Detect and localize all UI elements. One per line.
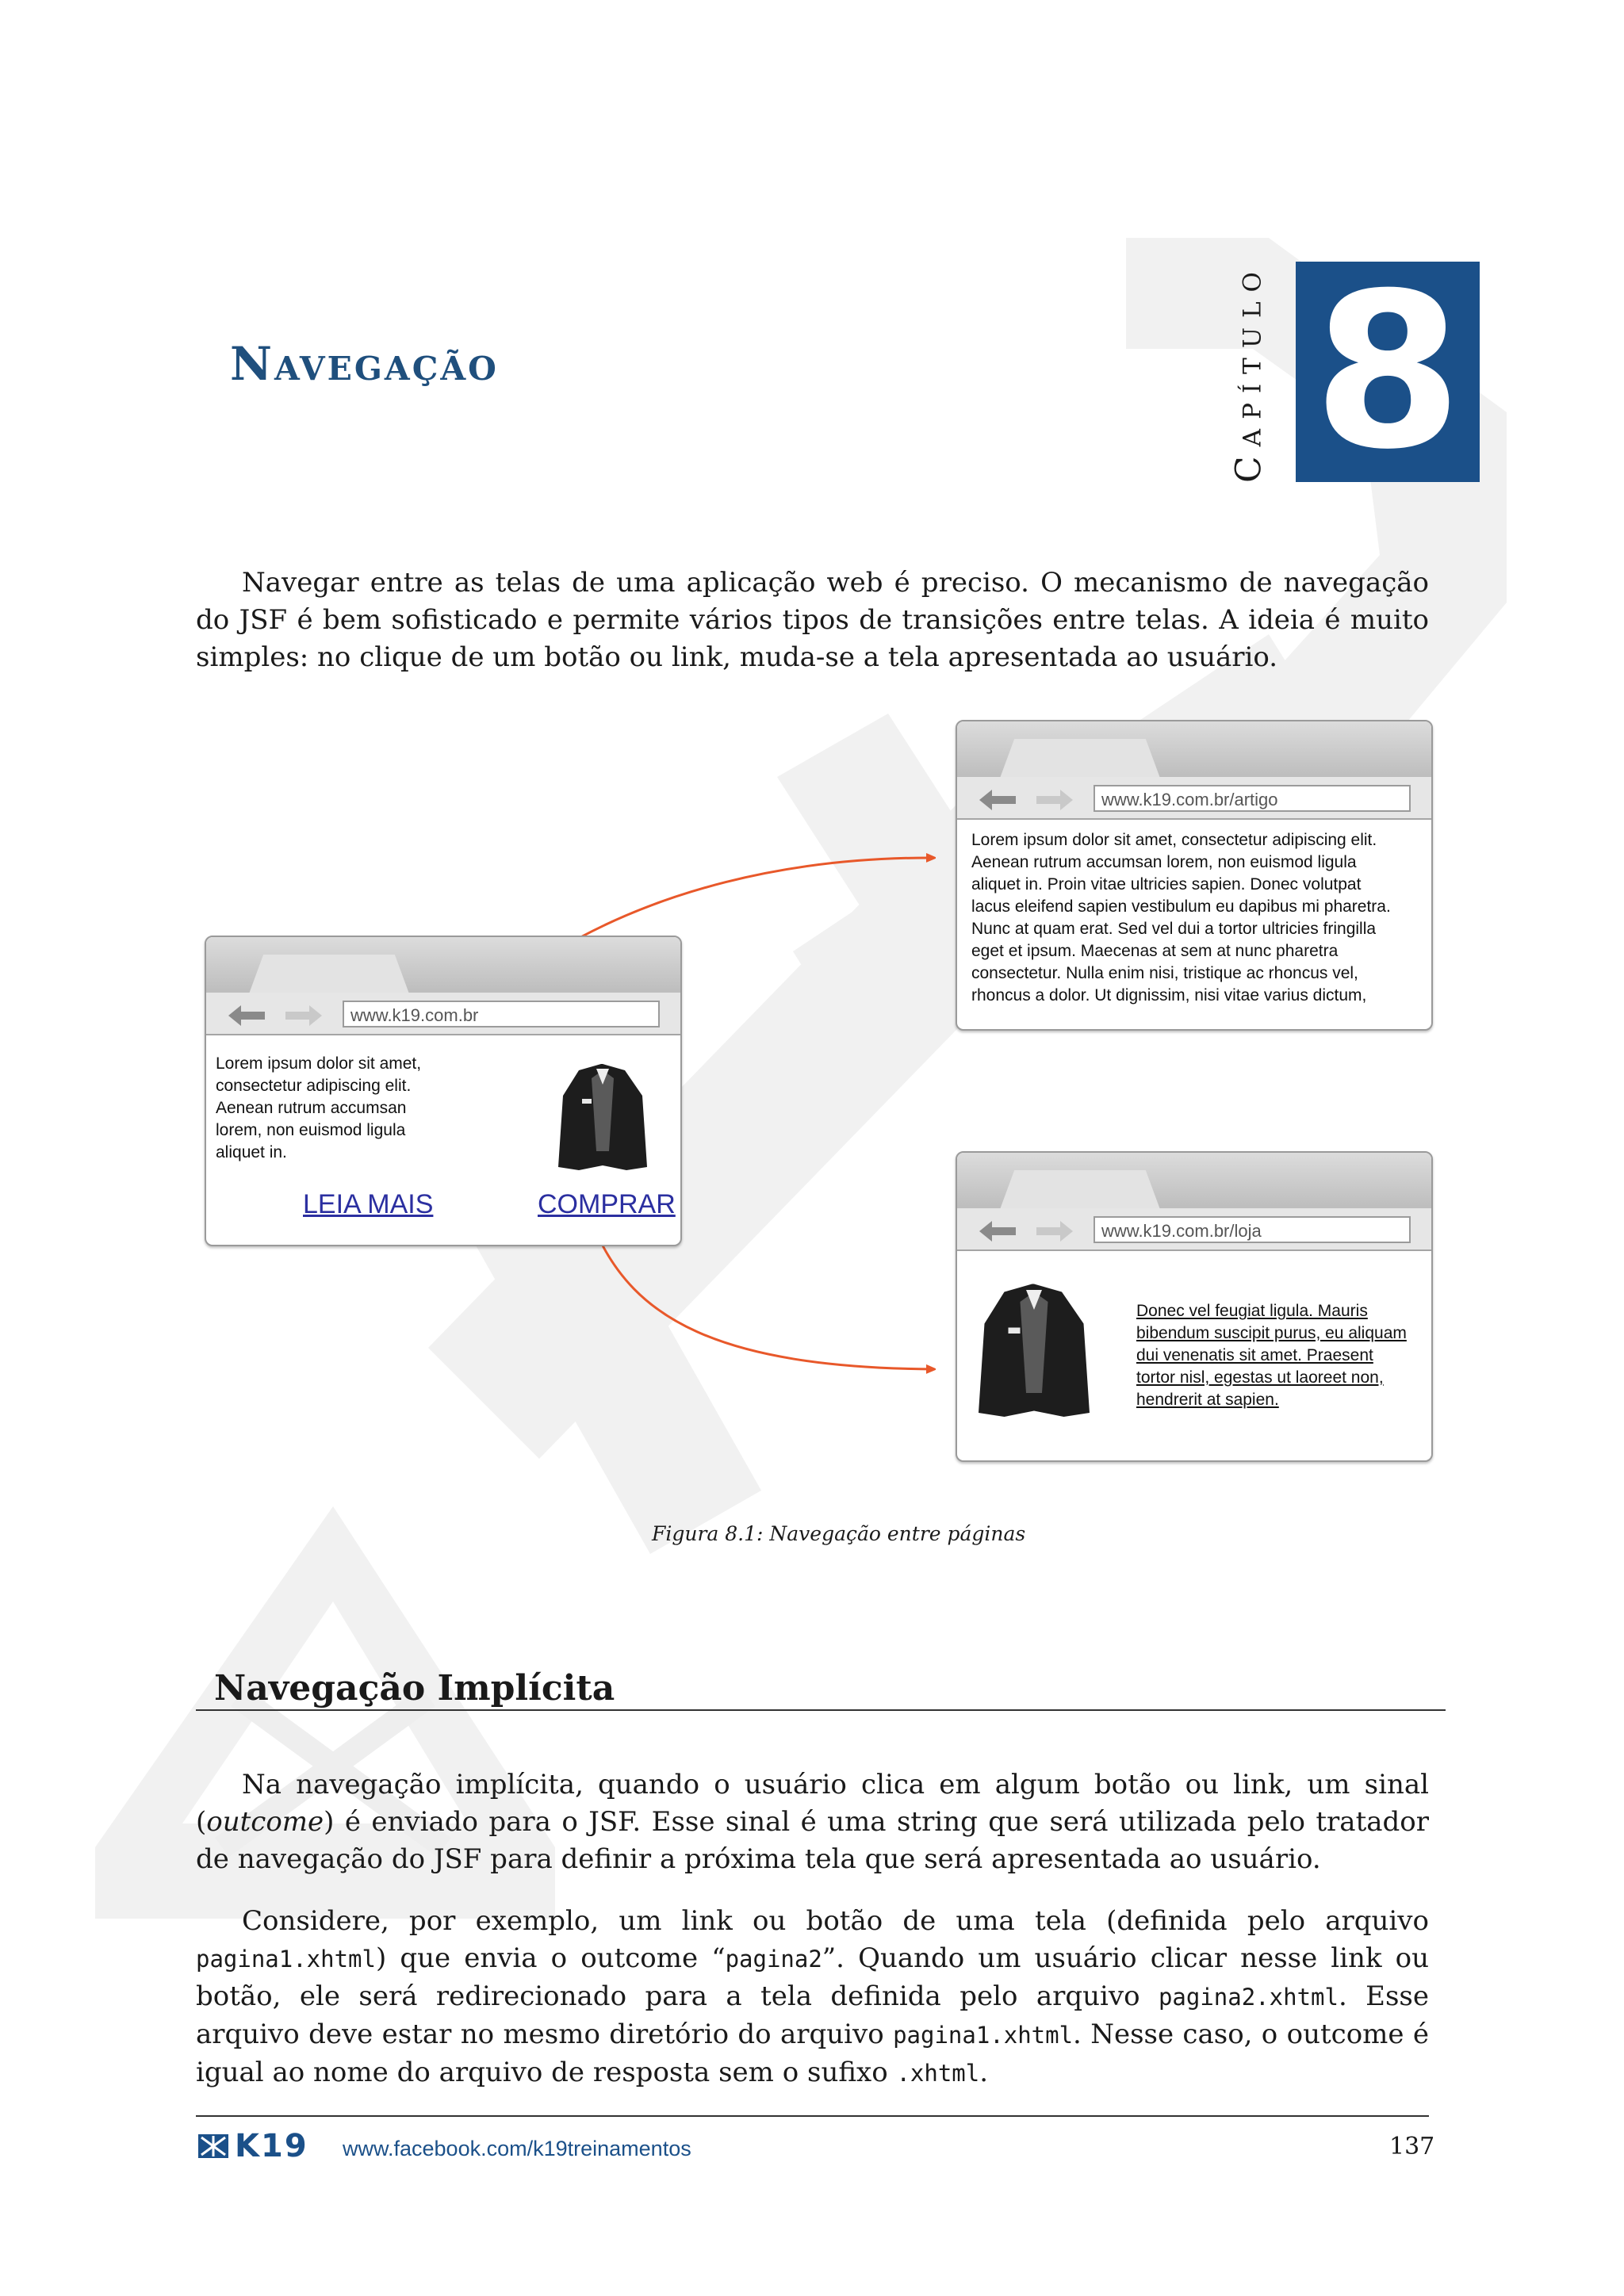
shop-browser-window bbox=[956, 1151, 1433, 1462]
forward-arrow-icon[interactable] bbox=[284, 1005, 322, 1026]
url-bar[interactable]: www.k19.com.br/artigo bbox=[1094, 785, 1411, 812]
figure-caption: Figura 8.1: Navegação entre páginas bbox=[652, 1522, 1026, 1545]
k19-logo-text: K19 bbox=[235, 2128, 308, 2164]
shop-text-link[interactable]: Donec vel feugiat ligula. Mauris bibendum suscipit purus, eu aliquam dui venenatis sit amet. Praesent tortor nisl, egestas ut laoreet non, hendrerit at sapien. bbox=[1136, 1302, 1407, 1409]
footer-rule bbox=[196, 2115, 1429, 2117]
suit-icon bbox=[555, 1064, 650, 1175]
url-bar[interactable]: www.k19.com.br/loja bbox=[1094, 1216, 1411, 1243]
buy-link[interactable]: COMPRAR bbox=[538, 1189, 676, 1219]
browser-tab[interactable] bbox=[989, 1170, 1171, 1210]
chapter-number: 8 bbox=[1313, 247, 1462, 496]
forward-arrow-icon[interactable] bbox=[1035, 790, 1073, 810]
url-bar[interactable]: www.k19.com.br bbox=[343, 1001, 660, 1027]
source-browser-window bbox=[205, 936, 682, 1246]
back-arrow-icon[interactable] bbox=[228, 1005, 266, 1026]
intro-text: Navegar entre as telas de uma aplicação web é preciso. O mecanismo de navegação do JSF é bem sofisticado e permite vários tipos de transições entre telas. A ideia é muito simples: no clique de um botão ou link, muda-se a tela apresentada ao usuário. bbox=[196, 567, 1429, 673]
section-paragraph-1: Na navegação implícita, quando o usuário clica em algum botão ou link, um sinal (outcome) é enviado para o JSF. Esse sinal é uma string que será utilizada pelo tratador de navegação do JSF para definir a próxima tela que será apresentada ao usuário. bbox=[196, 1769, 1429, 1875]
k19-logo bbox=[198, 2128, 319, 2164]
browser-tab[interactable] bbox=[989, 739, 1171, 779]
browser-tab[interactable] bbox=[238, 955, 420, 994]
suit-icon bbox=[975, 1270, 1094, 1437]
article-text: Lorem ipsum dolor sit amet, consectetur adipiscing elit. Aenean rutrum accumsan lorem, non euismod ligula aliquet in. Proin vitae ultricies sapien. Donec volutpat lacus eleifend sapien vestibulum eu dapibus mi pharetra. Nunc at quam erat. Sed vel dui a tortor ultricies fringilla eget et ipsum. Maecenas at sem at nunc pharetra consectetur. Nulla enim nisi, tristique ac rhoncus vel, rhoncus a dolor. Ut dignissim, nisi vitae varius dictum, bbox=[971, 831, 1391, 1004]
arrow-to-shop bbox=[596, 1233, 934, 1369]
read-more-link[interactable]: LEIA MAIS bbox=[303, 1189, 434, 1219]
back-arrow-icon[interactable] bbox=[979, 790, 1017, 810]
page-number: 137 bbox=[1389, 2133, 1435, 2160]
source-text: Lorem ipsum dolor sit amet, consectetur adipiscing elit. Aenean rutrum accumsan lorem, non euismod ligula aliquet in. bbox=[216, 1054, 422, 1161]
k19-logo-icon bbox=[198, 2133, 230, 2160]
chapter-label: Capítulo bbox=[1228, 262, 1270, 483]
forward-arrow-icon[interactable] bbox=[1035, 1221, 1073, 1242]
chapter-title: Navegação bbox=[230, 337, 499, 391]
article-browser-window bbox=[956, 720, 1433, 1031]
back-arrow-icon[interactable] bbox=[979, 1221, 1017, 1242]
section-paragraph-2: Considere, por exemplo, um link ou botão de uma tela (definida pelo arquivo pagina1.xhtml) que envia o outcome “pagina2”. Quando um usuário clicar nesse link ou botão, ele será redirecionado para a tela definida pelo arquivo pagina2.xhtml. Esse arquivo deve estar no mesmo diretório do arquivo pagina1.xhtml. Nesse caso, o outcome é igual ao nome do arquivo de resposta sem o sufixo .xhtml. bbox=[196, 1905, 1430, 2088]
section-rule bbox=[196, 1709, 1446, 1711]
section-title: Navegação Implícita bbox=[214, 1668, 615, 1709]
footer-url-link[interactable]: www.facebook.com/k19treinamentos bbox=[343, 2137, 691, 2160]
